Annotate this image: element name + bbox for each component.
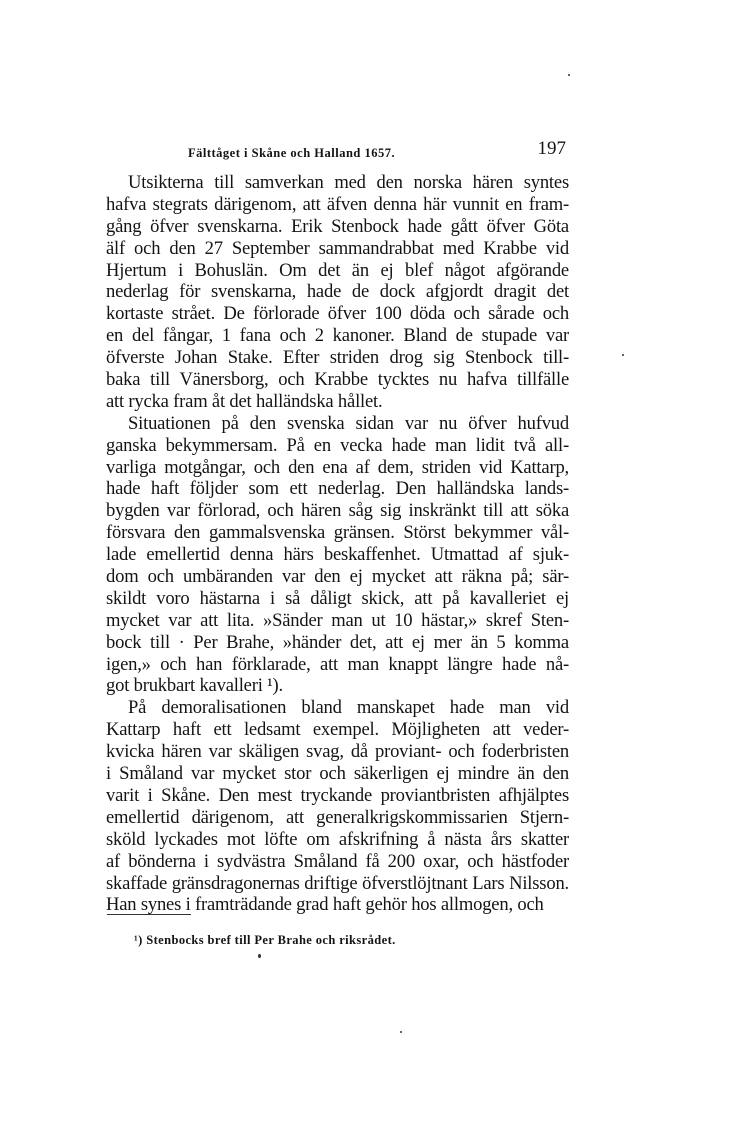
- text-line: sköld lyckades mot löfte om afskrifning å nästa års skatter: [106, 828, 569, 850]
- text-line: öfverste Johan Stake. Efter striden drog sig Stenbock till-: [106, 347, 569, 369]
- text-line: nederlag för svenskarna, hade de dock afgjordt dragit det: [106, 281, 569, 303]
- text-line: kortaste strået. De förlorade öfver 100 döda och sårade och: [106, 303, 569, 325]
- text-line: hafva stegrats därigenom, att äfven denna här vunnit en fram-: [106, 193, 569, 215]
- text-line: Situationen på den svenska sidan var nu öfver hufvud: [128, 412, 569, 434]
- text-line: Han synes i framträdande grad haft gehör hos allmogen, och: [106, 894, 544, 916]
- scan-speck: [258, 954, 261, 958]
- text-line: varliga motgångar, och den ena af dem, striden vid Kattarp,: [106, 456, 569, 478]
- text-line: bygden var förlorad, och hären såg sig inskränkt till att söka: [106, 500, 569, 522]
- page-number: 197: [537, 138, 566, 159]
- text-line: hade haft följder som ett nederlag. Den halländska lands-: [106, 478, 569, 500]
- text-line: got brukbart kavalleri ¹).: [106, 675, 283, 697]
- text-line: mycket var att lita. »Sänder man ut 10 hästar,» skref Sten-: [106, 609, 569, 631]
- text-line: igen,» och han förklarade, att man knappt längre hade nå-: [106, 653, 569, 675]
- text-line: gång öfver svenskarna. Erik Stenbock hade gått öfver Göta: [106, 215, 569, 237]
- text-line: dom och umbäranden var den ej mycket att räkna på; sär-: [106, 566, 569, 588]
- footnote-marker: ¹): [134, 933, 143, 947]
- text-line: i Småland var mycket stor och säkerligen ej mindre än den: [106, 763, 569, 785]
- body-text: [106, 172, 569, 916]
- text-line: en del fångar, 1 fana och 2 kanoner. Bland de stupade var: [106, 325, 569, 347]
- text-line: baka till Vänersborg, och Krabbe tycktes nu hafva tillfälle: [106, 369, 569, 391]
- text-line: emellertid därigenom, att generalkrigskommissarien Stjern-: [106, 806, 569, 828]
- text-line: bock till · Per Brahe, »händer det, att ej mer än 5 komma: [106, 631, 569, 653]
- text-line: På demoralisationen bland manskapet hade man vid: [128, 697, 569, 719]
- running-head: [108, 138, 568, 168]
- text-line: älf och den 27 September sammandrabbat med Krabbe vid: [106, 237, 569, 259]
- text-line: Kattarp haft ett ledsamt exempel. Möjligheten att veder-: [106, 719, 569, 741]
- text-line: varit i Skåne. Den mest tryckande proviantbristen afhjälptes: [106, 784, 569, 806]
- scan-speck: [622, 354, 624, 356]
- footnote-text: Stenbocks bref till Per Brahe och riksrådet.: [146, 933, 396, 947]
- scan-speck: [568, 74, 570, 76]
- text-line: försvara den gammalsvenska gränsen. Störst bekymmer vål-: [106, 522, 569, 544]
- running-title: Fälttåget i Skåne och Halland 1657.: [188, 146, 396, 160]
- text-line: Hjertum i Bohuslän. Om det än ej blef något afgörande: [106, 259, 569, 281]
- footnote-rule: [107, 914, 191, 915]
- text-line: skildt voro hästarna i så dåligt skick, att på kavalleriet ej: [106, 587, 569, 609]
- footnote: [134, 933, 396, 948]
- scan-speck: [400, 1031, 402, 1033]
- text-line: kvicka hären var skäligen svag, då proviant- och foderbristen: [106, 741, 569, 763]
- text-line: ganska bekymmersam. På en vecka hade man lidit två all-: [106, 434, 569, 456]
- text-line: att rycka fram åt det halländska hållet.: [106, 390, 383, 412]
- text-line: skaffade gränsdragonernas driftige öfverstlöjtnant Lars Nilsson.: [106, 872, 569, 894]
- text-line: Utsikterna till samverkan med den norska hären syntes: [128, 172, 569, 193]
- text-line: af bönderna i sydvästra Småland få 200 oxar, och hästfoder: [106, 850, 569, 872]
- text-line: lade emellertid denna härs beskaffenhet. Utmattad af sjuk-: [106, 544, 569, 566]
